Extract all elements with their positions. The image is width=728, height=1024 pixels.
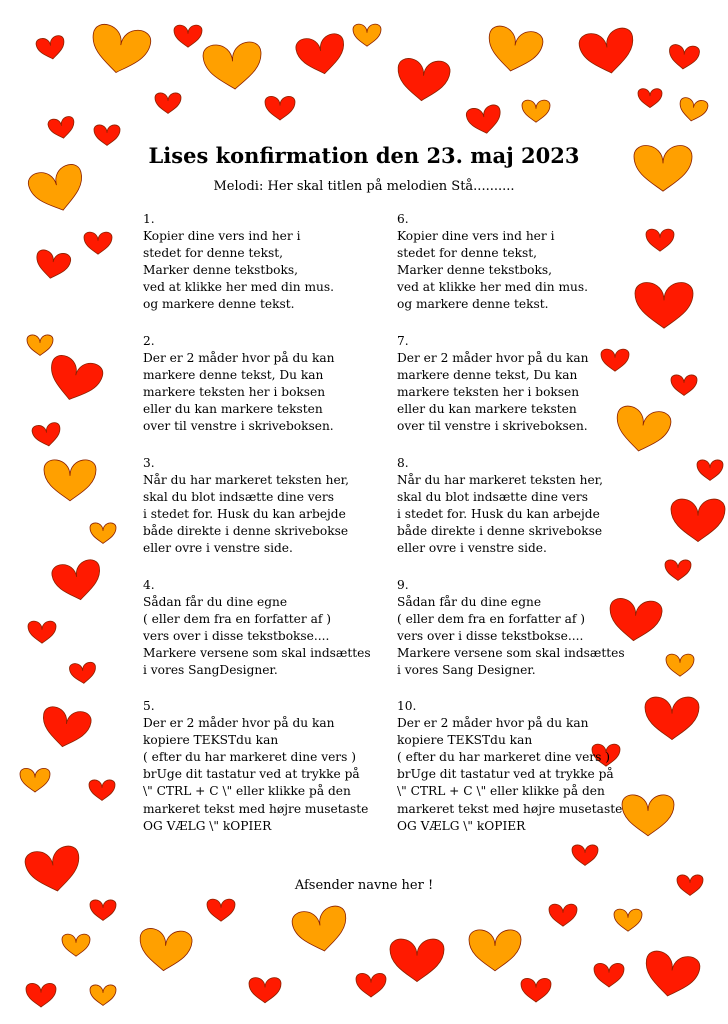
- heart-icon: [522, 100, 550, 122]
- sender-names[interactable]: Afsender navne her !: [294, 878, 434, 893]
- heart-icon: [155, 93, 181, 113]
- heart-icon: [28, 621, 56, 643]
- heart-icon: [202, 41, 264, 92]
- verse-8[interactable]: 8. Når du har markeret teksten her, skal du blot indsætte dine vers i stedet for. Husk du kan arbejde både direkte i denne skrivebokse eller ovre i venstre side.: [397, 456, 604, 556]
- heart-icon: [356, 973, 386, 997]
- page-title: Lises konfirmation den 23. maj 2023: [148, 143, 580, 168]
- heart-icon: [69, 662, 97, 685]
- heart-icon: [594, 963, 624, 987]
- heart-icon: [26, 983, 56, 1007]
- verse-5[interactable]: 5. Der er 2 måder hvor på du kan kopiere TEKSTdu kan ( efter du har markeret dine vers ) brUge dit tastatur ved at trykke på \" CTRL + C \" eller klikke på den markeret tekst med højre musetaste OG VÆLG \" kOPIER: [143, 699, 369, 833]
- heart-icon: [90, 985, 116, 1005]
- heart-icon: [646, 229, 674, 251]
- heart-icon: [469, 930, 521, 971]
- heart-icon: [44, 353, 105, 406]
- heart-icon: [35, 35, 66, 62]
- melody-line: Melodi: Her skal titlen på melodien Stå..........: [213, 179, 515, 194]
- heart-icon: [31, 422, 62, 449]
- heart-icon: [39, 705, 93, 751]
- heart-icon: [207, 899, 235, 921]
- verse-6[interactable]: 6. Kopier dine vers ind her i stedet for denne tekst, Marker denne tekstboks, ved at klikke her med din mus. og markere denne tekst.: [397, 212, 589, 312]
- heart-icon: [27, 335, 53, 355]
- verse-7[interactable]: 7. Der er 2 måder hvor på du kan markere denne tekst, Du kan markere teksten her i boksen eller du kan markere teksten over til venstre i skriveboksen.: [397, 334, 589, 434]
- heart-icon: [44, 460, 96, 501]
- heart-icon: [677, 97, 708, 124]
- heart-icon: [572, 845, 598, 865]
- heart-icon: [645, 697, 699, 739]
- heart-icon: [137, 928, 192, 973]
- verse-10[interactable]: 10. Der er 2 måder hvor på du kan kopiere TEKSTdu kan ( efter du har markeret dine vers ) brUge dit tastatur ved at trykke på \" CTRL + C \" eller klikke på den markeret tekst med højre musetaste OG VÆLG \" kOPIER: [397, 699, 623, 833]
- heart-icon: [578, 26, 639, 77]
- heart-icon: [671, 499, 725, 541]
- heart-icon: [638, 89, 662, 108]
- heart-icon: [465, 104, 503, 136]
- heart-icon: [390, 939, 444, 981]
- heart-icon: [668, 44, 700, 70]
- heart-icon: [47, 116, 76, 141]
- heart-icon: [614, 909, 642, 931]
- heart-icon: [697, 460, 723, 480]
- verse-4[interactable]: 4. Sådan får du dine egne ( eller dem fra en forfatter af ) vers over i disse tekstbokse.... Markere versene som skal indsættes i vores SangDesigner.: [143, 578, 371, 678]
- heart-icon: [521, 978, 551, 1002]
- heart-icon: [90, 900, 116, 920]
- heart-icon: [249, 978, 281, 1003]
- heart-icon: [665, 560, 691, 580]
- heart-icon: [87, 23, 152, 78]
- heart-icon: [294, 32, 348, 78]
- heart-icon: [666, 654, 694, 676]
- verse-9[interactable]: 9. Sådan får du dine egne ( eller dem fra en forfatter af ) vers over i disse tekstbokse.... Markere versene som skal indsættes i vores Sang Designer.: [397, 578, 625, 678]
- heart-icon: [90, 523, 116, 543]
- heart-icon: [50, 558, 104, 604]
- heart-icon: [265, 96, 295, 120]
- heart-icon: [20, 768, 50, 792]
- heart-icon: [84, 232, 112, 254]
- verse-3[interactable]: 3. Når du har markeret teksten her, skal du blot indsætte dine vers i stedet for. Husk du kan arbejde både direkte i denne skrivebokse eller ovre i venstre side.: [143, 456, 350, 556]
- heart-icon: [174, 25, 202, 47]
- heart-icon: [89, 780, 115, 800]
- heart-icon: [291, 904, 352, 955]
- heart-icon: [353, 24, 381, 46]
- heart-icon: [641, 949, 702, 1000]
- heart-icon: [484, 24, 545, 75]
- verse-1[interactable]: 1. Kopier dine vers ind her i stedet for denne tekst, Marker denne tekstboks, ved at klikke her med din mus. og markere denne tekst.: [143, 212, 335, 312]
- heart-icon: [671, 375, 697, 395]
- heart-icon: [62, 934, 90, 956]
- heart-icon: [549, 904, 577, 926]
- verse-2[interactable]: 2. Der er 2 måder hvor på du kan markere denne tekst, Du kan markere teksten her i boksen eller du kan markere teksten over til venstre i skriveboksen.: [143, 334, 335, 434]
- heart-icon: [395, 58, 450, 103]
- heart-icon: [34, 249, 72, 281]
